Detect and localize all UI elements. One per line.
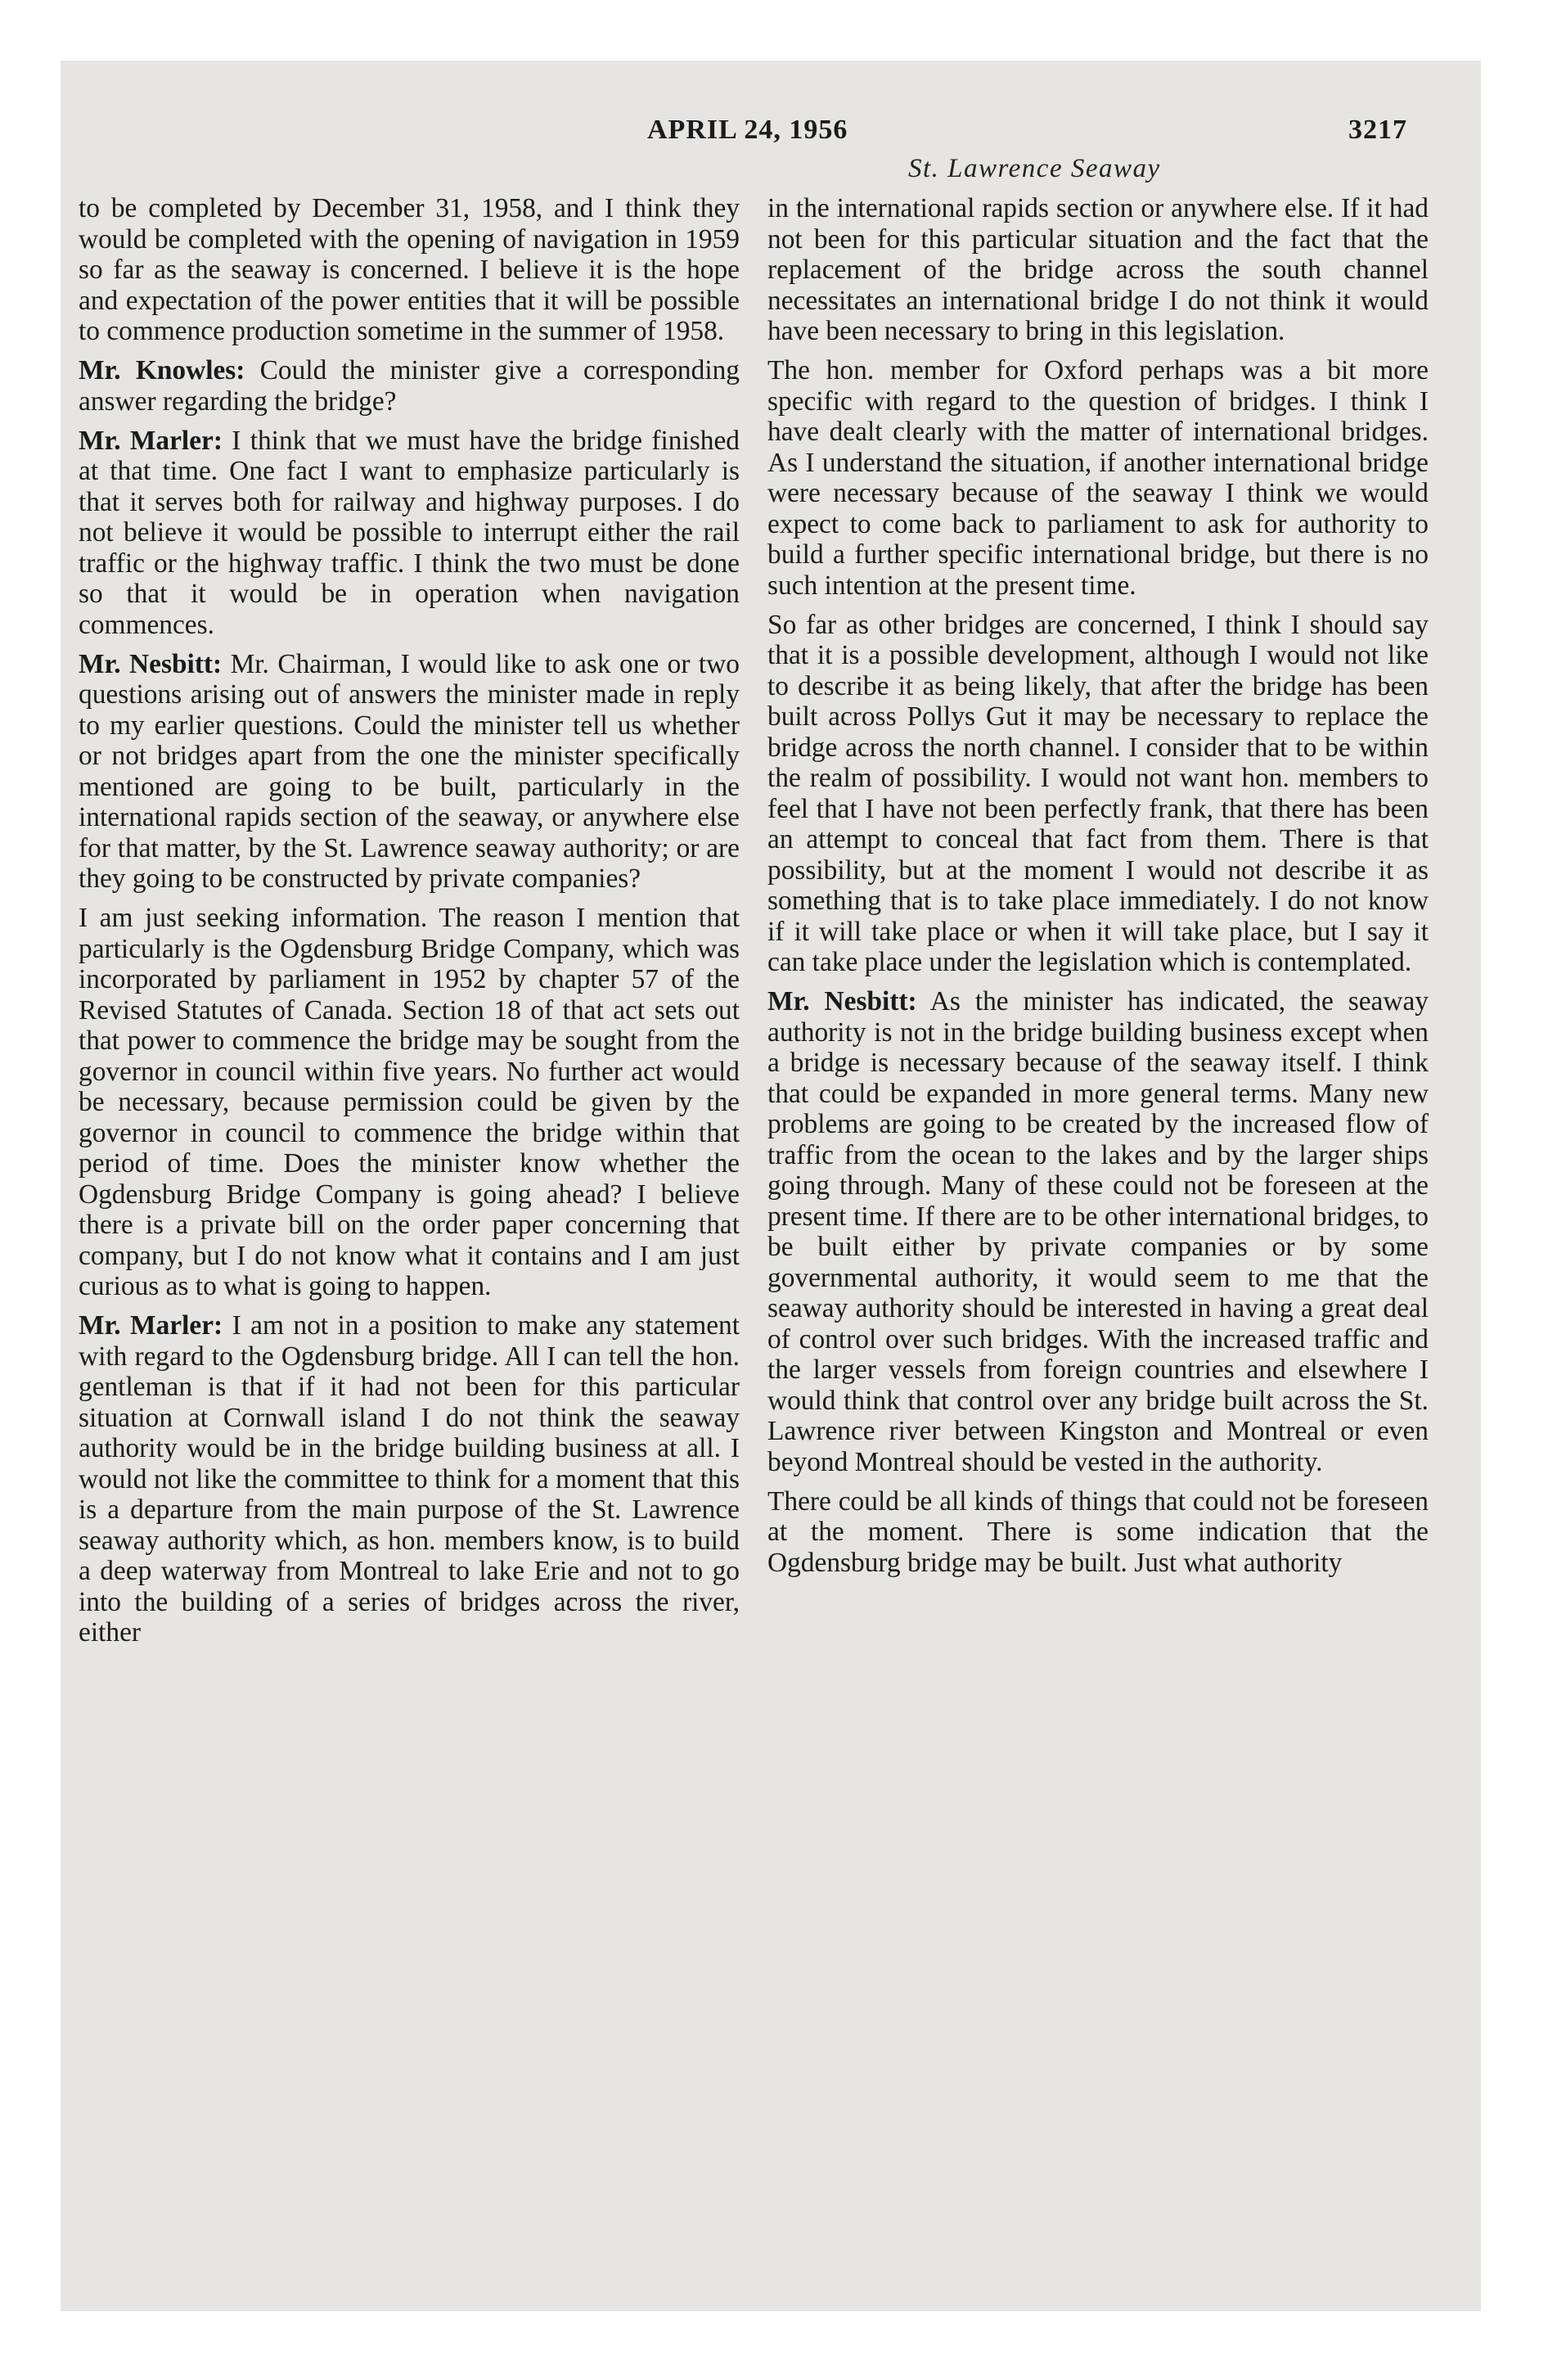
left-column	[79, 193, 740, 1657]
paragraph-text: Mr. Chairman, I would like to ask one or two questions arising out of answers the minister made in reply to my earlier questions. Could the minister tell us whether or not bridges apart from the one the minister specifically mentioned are going to be built, particularly in the international rapids section of the seaway, or anywhere else for that matter, by the St. Lawrence seaway authority; or are they going to be constructed by private companies?	[79, 648, 740, 894]
paragraph-text: Could the minister give a corresponding answer regarding the bridge?	[79, 355, 740, 417]
paragraph	[767, 355, 1429, 601]
speaker: Mr. Marler:	[79, 1310, 223, 1341]
speaker: Mr. Knowles:	[79, 355, 245, 385]
speaker: Mr. Nesbitt:	[767, 986, 917, 1016]
paragraph	[767, 986, 1429, 1477]
paragraph-text: I think that we must have the bridge finished at that time. One fact I want to emphasize particularly is that it serves both for railway and highway purposes. I do not believe it would be possible to interrupt either the rail traffic or the highway traffic. I think the two must be done so that it would be in operation when navigation commences.	[79, 425, 740, 640]
paragraph	[767, 1486, 1429, 1579]
paragraph-text: I am just seeking information. The reason I mention that particularly is the Ogdensburg Bridge Company, which was incorporated by parliament in 1952 by chapter 57 of the Revised Statutes of Canada. Section 18 of that act sets out that power to commence the bridge may be sought from the governor in council within five years. No further act would be necessary, because permission could be given by the governor in council to commence the bridge within that period of time. Does the minister know whether the Ogdensburg Bridge Company is going ahead? I believe there is a private bill on the order paper concerning that company, but I do not know what it contains and I am just curious as to what is going to happen.	[79, 903, 740, 1301]
paragraph-text: As the minister has indicated, the seaway authority is not in the bridge building business except when a bridge is necessary because of the seaway itself. I think that could be expanded in more general terms. Many new problems are going to be created by the increased flow of traffic from the ocean to the lakes and by the larger ships going through. Many of these could not be foreseen at the present time. If there are to be other international bridges, to be built either by private companies or by some governmental authority, it would seem to me that the seaway authority should be interested in having a great deal of control over such bridges. With the increased traffic and the larger vessels from foreign countries and elsewhere I would think that control over any bridge built across the St. Lawrence river between Kingston and Montreal or even beyond Montreal should be vested in the authority.	[767, 986, 1429, 1477]
paragraph-text: There could be all kinds of things that could not be foreseen at the moment. There is some indication that the Ogdensburg bridge may be built. Just what authority	[767, 1485, 1429, 1578]
paragraph-text: I am not in a position to make any statement with regard to the Ogdensburg bridge. All I can tell the hon. gentleman is that if it had not been for this particular situation at Cornwall island I do not think the seaway authority would be in the bridge building business at all. I would not like the committee to think for a moment that this is a departure from the main purpose of the St. Lawrence seaway authority which, as hon. members know, is to build a deep waterway from Montreal to lake Erie and not to go into the building of a series of bridges across the river, either	[79, 1310, 740, 1648]
paragraph	[79, 355, 740, 417]
paragraph-text: in the international rapids section or anywhere else. If it had not been for this particular situation and the fact that the replacement of the bridge across the south channel necessitates an international bridge I do not think it would have been necessary to bring in this legislation.	[767, 193, 1429, 346]
paragraph	[767, 610, 1429, 978]
paragraph	[79, 1310, 740, 1648]
speaker: Mr. Marler:	[79, 425, 223, 456]
page-number: 3217	[1348, 115, 1407, 145]
speaker: Mr. Nesbitt:	[79, 648, 223, 679]
paragraph-text: So far as other bridges are concerned, I think I should say that it is a possible development, although I would not like to describe it as being likely, that after the bridge has been built across Pollys Gut it may be necessary to replace the bridge across the north channel. I consider that to be within the realm of possibility. I would not want hon. members to feel that I have not been perfectly frank, that there has been an attempt to conceal that fact from them. There is that possibility, but at the moment I would not describe it as something that is to take place immediately. I do not know if it will take place or when it will take place, but I say it can take place under the legislation which is contemplated.	[767, 609, 1429, 977]
running-title: St. Lawrence Seaway	[908, 154, 1161, 183]
paragraph	[79, 903, 740, 1302]
paragraph	[767, 193, 1429, 347]
paragraph-text: The hon. member for Oxford perhaps was a bit more specific with regard to the question of bridges. I think I have dealt clearly with the matter of international bridges. As I understand the situation, if another international bridge were necessary because of the seaway I think we would expect to come back to parliament to ask for authority to build a further specific international bridge, but there is no such intention at the present time.	[767, 355, 1429, 601]
paragraph	[79, 649, 740, 895]
right-column	[767, 193, 1429, 1587]
page-date: APRIL 24, 1956	[647, 115, 848, 145]
paragraph	[79, 193, 740, 347]
paragraph	[79, 426, 740, 641]
page-header	[79, 115, 1407, 156]
paragraph-text: to be completed by December 31, 1958, and I think they would be completed with the opening of navigation in 1959 so far as the seaway is concerned. I believe it is the hope and expectation of the power entities that it will be possible to commence production sometime in the summer of 1958.	[79, 193, 740, 346]
